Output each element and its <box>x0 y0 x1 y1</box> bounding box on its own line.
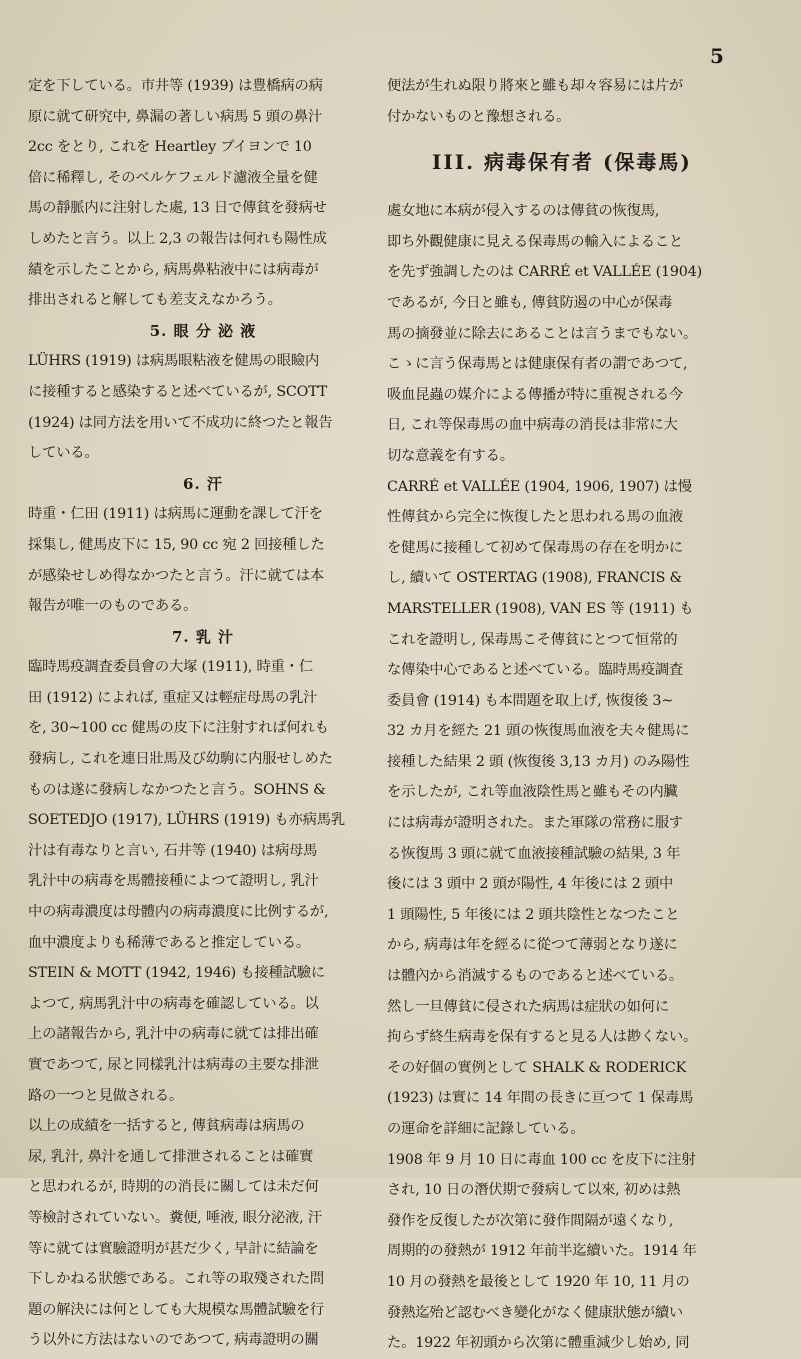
page-number: 5 <box>710 44 724 68</box>
text-line: を健馬に接種して初めて保毒馬の存在を明かに <box>387 539 684 556</box>
text-line: 報告が唯一のものである。 <box>28 598 198 615</box>
text-line: こゝに言う保毒馬とは健康保有者の謂であつて, <box>387 356 688 373</box>
text-line: その好個の實例として SHALK & RODERICK <box>387 1059 687 1076</box>
text-line: を先ず強調したのは CARRÉ et VALLÉE (1904) <box>387 264 702 281</box>
text-line: しめたと言う。以上 2,3 の報告は何れも陽性成 <box>28 230 327 247</box>
text-line: 馬の靜脈内に注射した處, 13 日で傳貧を發病せ <box>28 200 327 217</box>
text-line: (1924) は同方法を用いて不成功に終つたと報告 <box>28 414 333 431</box>
text-line: MARSTELLER (1908), VAN ES 等 (1911) も <box>387 600 694 617</box>
text-line: 績を示したことから, 病馬鼻粘液中には病毒が <box>28 261 319 278</box>
text-line: している。 <box>28 445 99 462</box>
text-line: から, 病毒は年を經るに從つて薄弱となり遂に <box>387 937 678 954</box>
chapter-heading: III. 病毒保有者 (保毒馬) <box>432 150 692 175</box>
text-line: が感染せしめ得なかつたと言う。汗に就ては本 <box>28 567 325 584</box>
text-line: CARRÉ et VALLÉE (1904, 1906, 1907) は慢 <box>387 478 692 495</box>
text-line: は體內から消滅するものであると述べている。 <box>387 968 684 985</box>
right-intro-paragraph <box>387 71 737 132</box>
text-line: た。1922 年初頭から次第に體重減少し始め, 同 <box>387 1335 690 1352</box>
text-line: 下しかねる狀態である。これ等の取殘された問 <box>28 1271 325 1288</box>
text-line: 發作を反復したが次第に發作間隔が遠くなり, <box>387 1212 674 1229</box>
text-line: (1923) は實に 14 年間の長きに亘つて 1 保毒馬 <box>387 1090 694 1107</box>
text-line: 10 月の發熱を最後として 1920 年 10, 11 月の <box>387 1273 690 1290</box>
text-line: に接種すると感染すると述べているが, SCOTT <box>28 383 328 400</box>
text-line: 發病し, これを連日壯馬及び幼駒に内服せしめた <box>28 751 333 768</box>
text-line: 實であつて, 尿と同樣乳汁は病毒の主要な排泄 <box>28 1057 319 1073</box>
text-line: 處女地に本病が侵入するのは傳貧の恢復馬, <box>387 203 660 220</box>
text-line: 周期的の發熱が 1912 年前半迄續いた。1914 年 <box>387 1243 697 1260</box>
paragraph-carrier-definition <box>387 196 737 471</box>
section-heading-sweat: 6. 汗 <box>183 474 223 493</box>
text-line: 然し一旦傳貧に侵された病馬は症狀の如何に <box>387 998 669 1015</box>
text-line: 發熱迄殆ど認むべき變化がなく健康狀態が續い <box>387 1304 684 1321</box>
text-line: 即ち外觀健康に見える保毒馬の輸入によること <box>387 233 684 250</box>
text-line: 汁は有毒なりと言い, 石井等 (1940) は病母馬 <box>28 842 318 859</box>
text-line: 定を下している。市井等 (1939) は豊橋病の病 <box>28 78 323 94</box>
text-line: な傳染中心であると述べている。臨時馬疫調査 <box>387 662 684 679</box>
section-milk-body <box>28 652 378 1356</box>
right-column <box>387 71 737 1359</box>
text-line: LÜHRS (1919) は病馬眼粘液を健馬の眼瞼内 <box>28 353 320 370</box>
left-intro-paragraph <box>28 71 378 316</box>
text-line: 付かないものと豫想される。 <box>387 108 571 125</box>
text-line: よつて, 病馬乳汁中の病毒を確認している。以 <box>28 995 319 1012</box>
text-line: 等に就ては實驗證明が甚だ少く, 早計に結論を <box>28 1240 319 1257</box>
text-line: 原に就て研究中, 鼻漏の著しい病馬 5 頭の鼻汁 <box>28 108 323 125</box>
text-line: う以外に方法はないのであつて, 病毒證明の關 <box>28 1332 319 1349</box>
text-line: 乳汁中の病毒を馬體接種によつて證明し, 乳汁 <box>28 873 319 890</box>
text-line: 題の解決には何としても大規模な馬體試驗を行 <box>28 1301 325 1318</box>
text-line: ものは遂に發病しなかつたと言う。SOHNS & <box>28 781 326 798</box>
text-line: 便法が生れぬ限り將來と雖も却々容易には片が <box>387 78 684 94</box>
text-line: 採集し, 健馬皮下に 15, 90 cc 宛 2 回接種した <box>28 536 325 553</box>
text-line: 排出されると解しても差支えなかろう。 <box>28 292 282 309</box>
text-line: 32 カ月を經た 21 頭の恢復馬血液を夫々健馬に <box>387 723 690 740</box>
left-column <box>28 71 378 1356</box>
text-line: 拘らず終生病毒を保有すると見る人は尠くない。 <box>387 1029 698 1046</box>
text-line: る恢復馬 3 頭に就て血液接種試驗の結果, 3 年 <box>387 845 681 862</box>
section-heading-eye-secretion: 5. 眼 分 泌 液 <box>149 321 257 340</box>
text-line: 上の諸報告から, 乳汁中の病毒に就ては排出確 <box>28 1026 319 1043</box>
text-line: STEIN & MOTT (1942, 1946) も接種試驗に <box>28 965 325 982</box>
text-line: これを證明し, 保毒馬こそ傳貧にとつて恒常的 <box>387 631 678 648</box>
text-line: 臨時馬疫調査委員會の大塚 (1911), 時重・仁 <box>28 659 313 676</box>
section-sweat-body <box>28 499 378 621</box>
text-line: 路の一つと見做される。 <box>28 1087 184 1104</box>
paragraph-lifelong-carrier <box>387 992 737 1359</box>
text-line: 吸血昆蟲の媒介による傳播が特に重視される今 <box>387 386 684 403</box>
section-eye-secretion-body <box>28 346 378 468</box>
text-line: であるが, 今日と雖も, 傳貧防遏の中心が保毒 <box>387 294 673 311</box>
text-line: 時重・仁田 (1911) は病馬に運動を課して汗を <box>28 506 323 523</box>
text-line: の運命を詳細に記錄している。 <box>387 1121 585 1137</box>
text-line: には病毒が證明された。また軍隊の常務に服す <box>387 815 684 832</box>
text-line: し, 續いて OSTERTAG (1908), FRANCIS & <box>387 570 683 587</box>
text-line: 以上の成績を一括すると, 傳貧病毒は病馬の <box>28 1118 305 1135</box>
section-heading-milk: 7. 乳 汁 <box>171 627 235 646</box>
text-line: 馬の摘發並に除去にあることは言うまでもない。 <box>387 325 698 342</box>
text-line: 中の病毒濃度は母體内の病毒濃度に比例するが, <box>28 904 329 921</box>
text-line: 等檢討されていない。糞便, 唾液, 眼分泌液, 汗 <box>28 1209 322 1226</box>
text-line: 日, これ等保毒馬の血中病毒の消長は非常に大 <box>387 417 678 434</box>
text-line: を示したが, これ等血液陰性馬と雖もその内臟 <box>387 784 678 801</box>
text-line: 切な意義を有する。 <box>387 447 514 464</box>
paragraph-carre-vallee <box>387 472 737 992</box>
text-line: され, 10 日の潛伏期で發病して以來, 初めは熱 <box>387 1182 681 1199</box>
text-line: 尿, 乳汁, 鼻汁を通して排泄されることは確實 <box>28 1148 314 1165</box>
text-line: 1 頭陽性, 5 年後には 2 頭共陰性となつたこと <box>387 906 680 923</box>
text-line: を, 30~100 cc 健馬の皮下に注射すれば何れも <box>28 720 329 737</box>
text-line: と思われるが, 時期的の消長に關しては未だ何 <box>28 1179 319 1196</box>
text-line: 1908 年 9 月 10 日に毒血 100 cc を皮下に注射 <box>387 1151 696 1168</box>
text-line: 接種した結果 2 頭 (恢復後 3,13 カ月) のみ陽性 <box>387 753 690 770</box>
text-line: 委員會 (1914) も本問題を取上げ, 恢復後 3~ <box>387 692 674 709</box>
text-line: 血中濃度よりも稀薄であると推定している。 <box>28 934 310 951</box>
text-line: 後には 3 頭中 2 頭が陽性, 4 年後には 2 頭中 <box>387 876 674 893</box>
text-line: SOETEDJO (1917), LÜHRS (1919) も亦病馬乳 <box>28 812 345 829</box>
text-line: 田 (1912) によれば, 重症又は輕症母馬の乳汁 <box>28 689 318 706</box>
text-line: 2cc をとり, これを Heartley ブイヨンで 10 <box>28 139 312 156</box>
text-line: 性傳貧から完全に恢復したと思われる馬の血液 <box>387 509 684 526</box>
text-line: 倍に稀釋し, そのベルケフェルド濾液全量を健 <box>28 169 318 186</box>
